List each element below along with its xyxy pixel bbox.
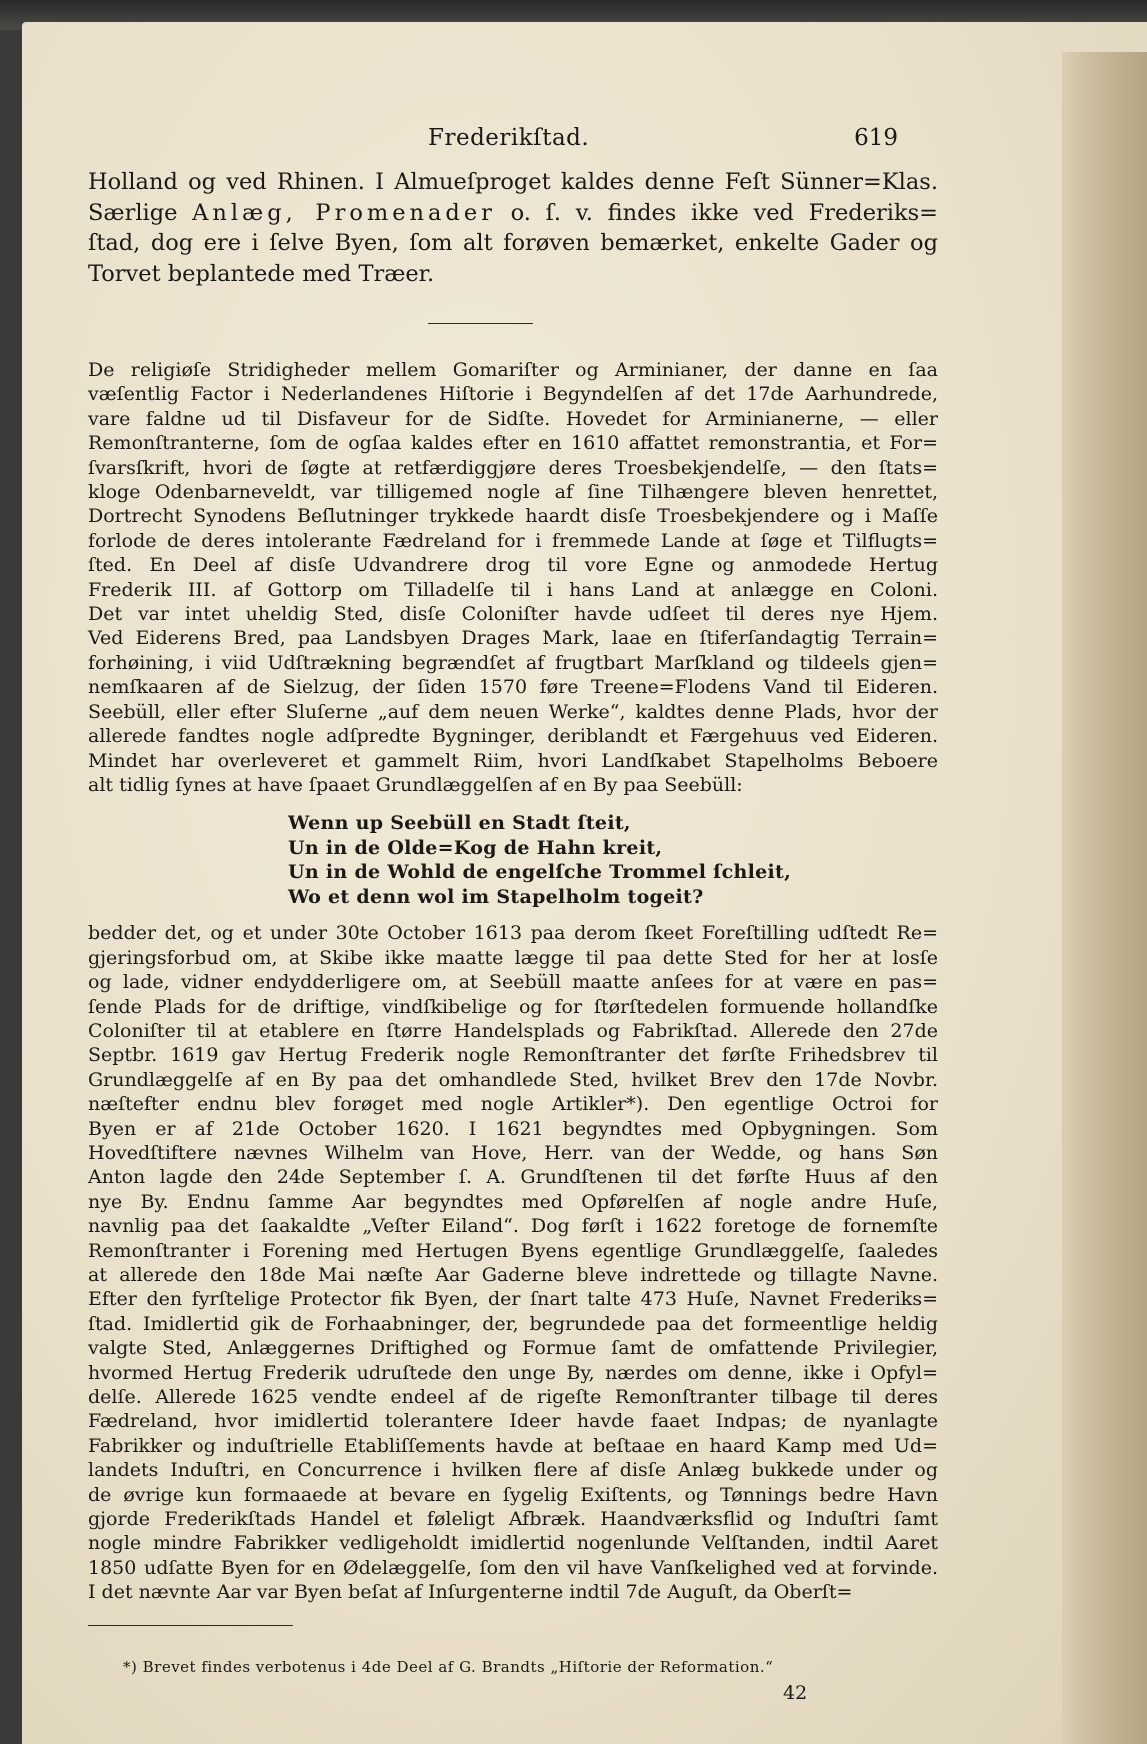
text-line: Efter den fyrſtelige Protector fik Byen, der ſnart talte 473 Huſe, Navnet Frederiks=	[88, 1288, 938, 1311]
text-line: nye By. Endnu ſamme Aar begyndtes med Opførelſen af nogle andre Huſe,	[88, 1190, 938, 1213]
text-line: Fædreland, hvor imidlertid tolerantere Ideer havde faaet Indpas; de nyanlagte	[88, 1410, 938, 1433]
text-line: Særlige Anlæg, Promenader o. ſ. v. findes ikke ved Frederiks=	[88, 199, 938, 226]
text-line: 1850 udſatte Byen for en Ødelæggelſe, ſom den vil have Vanſkelighed ved at forvinde.	[88, 1556, 938, 1579]
text-line: væſentlig Factor i Nederlandenes Hiſtorie i Begyndelſen af det 17de Aarhundrede,	[88, 383, 938, 406]
text-line: Anton lagde den 24de September ſ. A. Grundſtenen til det førſte Huus af den	[88, 1166, 938, 1189]
text-line: navnlig paa det ſaakaldte „Veſter Eiland“. Dog førſt i 1622 foretoge de fornemſte	[88, 1215, 938, 1238]
page-number: 619	[854, 125, 898, 151]
text-line: Un in de Olde=Kog de Hahn kreit,	[288, 836, 663, 859]
text-line: forlode de deres intolerante Fædreland for i fremmede Lande at ſøge et Tilflugts=	[88, 529, 938, 552]
text-line: næſtefter endnu blev forøget med nogle Artikler*). Den egentlige Octroi for	[88, 1093, 938, 1116]
text-line: Dortrecht Synodens Beſlutninger trykkede haardt disſe Troesbekjendere og i Maſſe	[88, 505, 938, 528]
text-line: Wenn up Seebüll en Stadt ſteit,	[288, 812, 631, 835]
text-line: de øvrige kun formaaede at bevare en ſygelig Exiſtents, og Tønnings bedre Havn	[88, 1483, 938, 1506]
running-head	[88, 125, 938, 161]
text-line: valgte Sted, Anlæggernes Driftighed og Formue ſamt de omfattende Privilegier,	[88, 1337, 938, 1360]
intro-paragraph	[88, 167, 938, 289]
text-line: Grundlæggelſe af en By paa det omhandlede Sted, hvilket Brev den 17de Novbr.	[88, 1068, 938, 1091]
emphasis-text: Anlæg, Promenader	[192, 199, 496, 226]
page-gutter	[1062, 52, 1147, 1744]
text-line: delſe. Allerede 1625 vendte endeel af de rigeſte Remonſtranter tilbage til deres	[88, 1386, 938, 1409]
text-line: Byen er af 21de October 1620. I 1621 begyndtes med Opbygningen. Som	[88, 1117, 938, 1140]
text-line: ſvarsſkrift, hvori de ſøgte at retfærdiggjøre deres Troesbekjendelſe, — den ſtats=	[88, 456, 938, 479]
text-line: kloge Odenbarneveldt, var tilligemed nogle af ſine Tilhængere bleven henrettet,	[88, 481, 938, 504]
text-line: Ved Eiderens Bred, paa Landsbyen Drages Mark, laae en ſtiferſandagtig Terrain=	[88, 627, 938, 650]
text-line: ſtad. Imidlertid gik de Forhaabninger, der, begrundede paa det formeentlige heldig	[88, 1312, 938, 1335]
text-line: alt tidlig ſynes at have ſpaaet Grundlæggelſen af en By paa Seebüll:	[88, 773, 743, 796]
text-line: landets Induſtri, en Concurrence i hvilken flere af disſe Anlæg bukkede under og	[88, 1459, 938, 1482]
text-line: Det var intet uheldig Sted, disſe Coloniſter havde udſeet til deres nye Hjem.	[88, 603, 938, 626]
text-line: Un in de Wohld de engelſche Trommel ſchleit,	[288, 861, 792, 884]
text-line: De religiøſe Stridigheder mellem Gomariſter og Arminianer, der danne en ſaa	[88, 359, 938, 381]
text-line: allerede fandtes nogle adſpredte Bygninger, deriblandt et Færgehuus ved Eideren.	[88, 725, 938, 748]
text-line: Frederik III. af Gottorp om Tilladelſe til i hans Land at anlægge en Coloni.	[88, 578, 938, 601]
text-line: bedder det, og et under 30te October 1613 paa derom ſkeet Foreſtilling udſtedt Re=	[88, 922, 938, 945]
body-text	[88, 921, 938, 1604]
text-line: og lade, vidner endydderligere om, at Seebüll maatte anſees for at være en pas=	[88, 971, 938, 994]
text-line: Hovedſtiftere nævnes Wilhelm van Hove, Herr. van der Wedde, og hans Søn	[88, 1141, 938, 1164]
text-line: ſende Plads for de driftige, vindſkibelige og for ſtørſtedelen formuende hollandſke	[88, 995, 938, 1018]
text-line: gjeringsforbud om, at Skibe ikke maatte lægge til paa dette Sted for her at losſe	[88, 946, 938, 969]
text-line: nemſkaaren af de Sielzug, der ſiden 1570 føre Treene=Flodens Vand til Eideren.	[88, 676, 938, 699]
text-line: hvormed Hertug Frederik udruſtede den unge By, nærdes om denne, ikke i Opfyl=	[88, 1361, 938, 1384]
text-line: Coloniſter til at etablere en ſtørre Handelsplads og Fabrikſtad. Allerede den 27de	[88, 1019, 938, 1042]
text-line: Remonſtranter i Forening med Hertugen Byens egentlige Grundlæggelſe, ſaaledes	[88, 1239, 938, 1262]
page-content	[88, 125, 938, 1706]
text-line: Mindet har overleveret et gammelt Riim, hvori Landſkabet Stapelholms Beboere	[88, 749, 938, 772]
text-line: forhøining, i viid Udſtrækning begrændſet af frugtbart Marſkland og tildeels gjen=	[88, 651, 938, 674]
text-line: vare faldne ud til Disfaveur for de Sidſte. Hovedet for Arminianerne, — eller	[88, 407, 938, 430]
text-line: at allerede den 18de Mai næſte Aar Gaderne bleve indrettede og tillagte Navne.	[88, 1264, 938, 1286]
text-line: Holland og ved Rhinen. I Almueſproget kaldes denne Feſt Sünner=Klas.	[88, 169, 938, 195]
text-line: Torvet beplantede med Træer.	[88, 260, 435, 287]
text-line: ſted. En Deel af disſe Udvandrere drog til vore Egne og anmodede Hertug	[88, 554, 938, 577]
footnote: *) Brevet findes verbotenus i 4de Deel af G. Brandts „Hiſtorie der Reformation.“	[123, 1657, 774, 1676]
text-line: gjorde Frederikſtads Handel et føleligt Afbræk. Haandværksflid og Induſtri ſamt	[88, 1508, 938, 1531]
text-line: Seebüll, eller efter Sluſerne „auf dem neuen Werke“, kaldtes denne Plads, hvor der	[88, 700, 938, 723]
section-divider	[428, 323, 533, 324]
historical-note	[88, 358, 938, 797]
footnote-divider	[88, 1625, 293, 1626]
running-title: Frederikſtad.	[428, 125, 590, 151]
text-line: ſtad, dog ere i ſelve Byen, ſom alt forøven bemærket, enkelte Gader og	[88, 230, 938, 256]
text-line: Remonſtranterne, ſom de ogſaa kaldes efter en 1610 affattet remonstrantia, et For=	[88, 432, 938, 455]
verse-block	[288, 811, 938, 909]
text-line: Wo et denn wol im Stapelholm togeit?	[288, 885, 704, 908]
text-line: nogle mindre Fabrikker vedligeholdt imidlertid nogenlunde Velſtanden, indtil Aaret	[88, 1532, 938, 1555]
text-line: I det nævnte Aar var Byen beſat af Inſurgenterne indtil 7de Auguſt, da Oberſt=	[88, 1581, 853, 1604]
signature-mark: 42	[783, 1681, 808, 1704]
text-line: Septbr. 1619 gav Hertug Frederik nogle Remonſtranter det førſte Frihedsbrev til	[88, 1044, 938, 1067]
text-line: Fabrikker og induſtrielle Etabliſſements havde at beſtaae en haard Kamp med Ud=	[88, 1434, 938, 1457]
